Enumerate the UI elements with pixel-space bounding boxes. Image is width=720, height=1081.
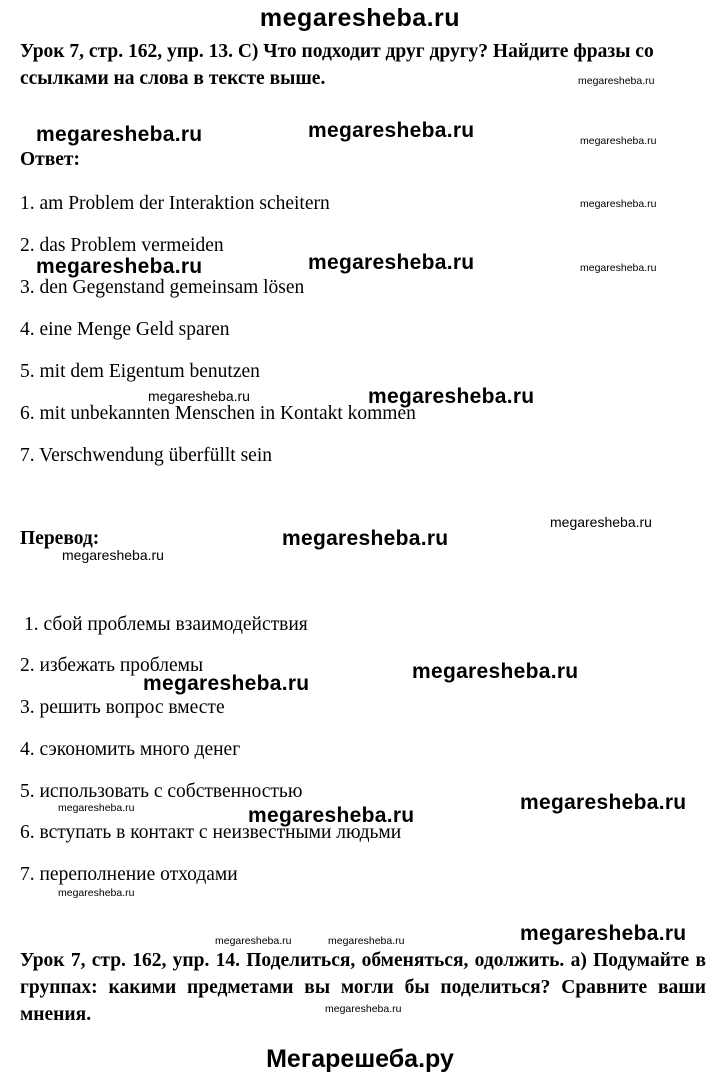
watermark: megaresheba.ru [580,198,657,210]
translation-item-4: 4. сэкономить много денег [20,739,241,760]
watermark: megaresheba.ru [143,672,310,695]
watermark: megaresheba.ru [328,935,405,947]
answer-label: Ответ: [20,149,81,170]
answer-item-2: 2. das Problem vermeiden [20,235,224,256]
answer-item-5: 5. mit dem Eigentum benutzen [20,361,260,382]
watermark: megaresheba.ru [580,262,657,274]
translation-label: Перевод: [20,528,100,549]
watermark: megaresheba.ru [308,119,475,142]
watermark: megaresheba.ru [282,527,449,550]
watermark: megaresheba.ru [325,1003,402,1015]
watermark: megaresheba.ru [520,791,687,814]
translation-item-5: 5. использовать с собственностью [20,781,303,802]
answer-item-4: 4. eine Menge Geld sparen [20,319,230,340]
watermark: megaresheba.ru [58,802,135,814]
watermark: megaresheba.ru [148,388,250,404]
watermark: megaresheba.ru [62,547,164,563]
translation-item-1: 1. сбой проблемы взаимодействия [24,614,308,635]
answer-item-1: 1. am Problem der Interaktion scheitern [20,193,330,214]
watermark: megaresheba.ru [215,935,292,947]
exercise-14-heading: Урок 7, стр. 162, упр. 14. Поделиться, обменяться, одолжить. а) Подумайте в группах: какими предметами вы могли бы поделиться? Сравните ваши мнения. [20,950,706,1025]
site-footer-title: Мегарешеба.ру [266,1045,454,1073]
watermark: megaresheba.ru [580,135,657,147]
watermark: megaresheba.ru [578,75,655,87]
translation-item-6: 6. вступать в контакт с неизвестными людьми [20,822,402,843]
watermark: megaresheba.ru [36,123,203,146]
watermark: megaresheba.ru [308,251,475,274]
watermark: megaresheba.ru [520,922,687,945]
exercise-13-heading: Урок 7, стр. 162, упр. 13. C) Что подходит друг другу? Найдите фразы со ссылками на слова в тексте выше. [20,41,654,89]
translation-item-3: 3. решить вопрос вместе [20,697,225,718]
watermark: megaresheba.ru [412,660,579,683]
translation-item-7: 7. переполнение отходами [20,864,238,885]
site-header-title: megaresheba.ru [259,4,461,32]
answer-item-7: 7. Verschwendung überfüllt sein [20,445,273,466]
answer-item-6: 6. mit unbekannten Menschen in Kontakt kommen [20,403,416,424]
answer-item-3: 3. den Gegenstand gemeinsam lösen [20,277,305,298]
watermark: megaresheba.ru [248,804,415,827]
watermark: megaresheba.ru [58,887,135,899]
watermark: megaresheba.ru [36,255,203,278]
watermark: megaresheba.ru [368,385,535,408]
translation-item-2: 2. избежать проблемы [20,655,204,676]
watermark: megaresheba.ru [550,514,652,530]
